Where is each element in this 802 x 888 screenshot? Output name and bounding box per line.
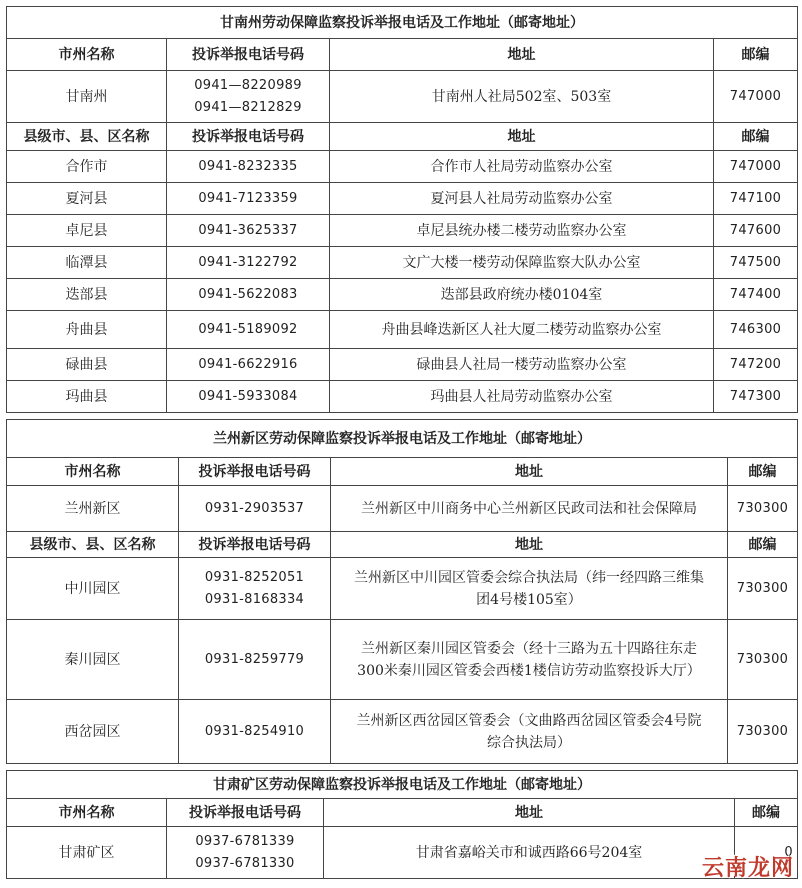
cell-phone: 0941-5622083 [167, 279, 330, 311]
cell-phone: 0941-8232335 [167, 151, 330, 183]
table-row [7, 71, 798, 123]
address-line: 300米秦川园区管委会西楼1楼信访劳动监察投诉大厅） [357, 662, 701, 679]
table-row [7, 827, 798, 879]
cell-address: 文广大楼一楼劳动保障监察大队办公室 [330, 247, 714, 279]
cell-phone: 0931-8254910 [179, 700, 331, 764]
cell-phone: 0941-6622916 [167, 349, 330, 381]
cell-name: 舟曲县 [7, 311, 167, 349]
cell-name: 中川园区 [7, 558, 179, 620]
cell-name: 甘肃矿区 [7, 827, 167, 879]
col-header-name: 市州名称 [7, 39, 167, 71]
table-row [7, 558, 798, 620]
cell-zip: 0 [735, 827, 798, 879]
cell-zip: 747000 [714, 71, 798, 123]
cell-zip: 747100 [714, 183, 798, 215]
col-header-phone: 投诉举报电话号码 [167, 39, 330, 71]
gansu-mining-table [6, 770, 798, 879]
cell-phone [179, 558, 331, 620]
cell-address: 夏河县人社局劳动监察办公室 [330, 183, 714, 215]
col-header-name: 市州名称 [7, 799, 167, 827]
col-header-zip: 邮编 [728, 458, 798, 486]
table-row [7, 486, 798, 532]
cell-zip: 730300 [728, 486, 798, 532]
table-title: 兰州新区劳动保障监察投诉举报电话及工作地址（邮寄地址） [7, 420, 798, 458]
cell-phone: 0931-8259779 [179, 620, 331, 700]
col-header-phone: 投诉举报电话号码 [167, 799, 324, 827]
gannan-table [6, 6, 798, 413]
cell-zip: 747200 [714, 349, 798, 381]
phone-line: 0931-8168334 [204, 591, 305, 607]
cell-address: 玛曲县人社局劳动监察办公室 [330, 381, 714, 413]
cell-address [331, 620, 728, 700]
phone-line: 0941—8212829 [194, 99, 302, 115]
cell-zip: 730300 [728, 620, 798, 700]
cell-address: 碌曲县人社局一楼劳动监察办公室 [330, 349, 714, 381]
col-header-zip: 邮编 [714, 39, 798, 71]
lanzhou-newarea-table [6, 419, 798, 764]
cell-phone [167, 71, 330, 123]
cell-phone: 0941-5933084 [167, 381, 330, 413]
table-row [7, 279, 798, 311]
cell-address: 兰州新区中川商务中心兰州新区民政司法和社会保障局 [331, 486, 728, 532]
col-header-name: 市州名称 [7, 458, 179, 486]
cell-name: 临潭县 [7, 247, 167, 279]
col-header-county: 县级市、县、区名称 [7, 532, 179, 558]
col-header-zip: 邮编 [728, 532, 798, 558]
cell-zip: 730300 [728, 700, 798, 764]
cell-phone: 0941-7123359 [167, 183, 330, 215]
cell-phone: 0941-3122792 [167, 247, 330, 279]
col-header-address: 地址 [330, 39, 714, 71]
cell-address [331, 558, 728, 620]
cell-address [331, 700, 728, 764]
address-line: 团4号楼105室） [476, 591, 582, 608]
cell-phone: 0941-3625337 [167, 215, 330, 247]
cell-address: 舟曲县峰迭新区人社大厦二楼劳动监察办公室 [330, 311, 714, 349]
cell-name: 迭部县 [7, 279, 167, 311]
cell-address: 甘肃省嘉峪关市和诚西路66号204室 [324, 827, 735, 879]
table-row [7, 183, 798, 215]
col-header-address: 地址 [324, 799, 735, 827]
cell-phone: 0931-2903537 [179, 486, 331, 532]
col-header-phone: 投诉举报电话号码 [167, 123, 330, 151]
table-row [7, 700, 798, 764]
address-line: 兰州新区秦川园区管委会（经十三路为五十四路往东走 [361, 640, 697, 657]
cell-name: 卓尼县 [7, 215, 167, 247]
cell-name: 秦川园区 [7, 620, 179, 700]
phone-line: 0941—8220989 [194, 77, 302, 93]
cell-zip: 747500 [714, 247, 798, 279]
cell-phone [167, 827, 324, 879]
cell-zip: 747600 [714, 215, 798, 247]
col-header-zip: 邮编 [735, 799, 798, 827]
col-header-phone: 投诉举报电话号码 [179, 458, 331, 486]
table-title: 甘南州劳动保障监察投诉举报电话及工作地址（邮寄地址） [7, 7, 798, 39]
cell-name: 夏河县 [7, 183, 167, 215]
table-row [7, 215, 798, 247]
table-row [7, 381, 798, 413]
phone-line: 0937-6781330 [195, 855, 295, 871]
address-line: 综合执法局） [487, 734, 571, 751]
cell-zip: 747400 [714, 279, 798, 311]
address-line: 兰州新区中川园区管委会综合执法局（纬一经四路三维集 [354, 569, 704, 586]
table-row [7, 311, 798, 349]
cell-zip: 746300 [714, 311, 798, 349]
cell-name: 合作市 [7, 151, 167, 183]
cell-name: 兰州新区 [7, 486, 179, 532]
cell-address: 合作市人社局劳动监察办公室 [330, 151, 714, 183]
cell-zip: 730300 [728, 558, 798, 620]
col-header-zip: 邮编 [714, 123, 798, 151]
phone-line: 0931-8252051 [204, 569, 305, 585]
cell-address: 甘南州人社局502室、503室 [330, 71, 714, 123]
cell-name: 碌曲县 [7, 349, 167, 381]
table-row [7, 620, 798, 700]
cell-name: 玛曲县 [7, 381, 167, 413]
col-header-address: 地址 [330, 123, 714, 151]
cell-name: 西岔园区 [7, 700, 179, 764]
phone-line: 0937-6781339 [195, 833, 295, 849]
table-row [7, 247, 798, 279]
table-row [7, 151, 798, 183]
col-header-phone: 投诉举报电话号码 [179, 532, 331, 558]
cell-zip: 747000 [714, 151, 798, 183]
col-header-address: 地址 [331, 458, 728, 486]
cell-name: 甘南州 [7, 71, 167, 123]
cell-address: 迭部县政府统办楼0104室 [330, 279, 714, 311]
col-header-address: 地址 [331, 532, 728, 558]
watermark-logo: 云南龙网 [701, 856, 794, 881]
col-header-county: 县级市、县、区名称 [7, 123, 167, 151]
cell-address: 卓尼县统办楼二楼劳动监察办公室 [330, 215, 714, 247]
address-line: 兰州新区西岔园区管委会（文曲路西岔园区管委会4号院 [356, 712, 702, 729]
cell-zip: 747300 [714, 381, 798, 413]
table-row [7, 349, 798, 381]
table-title: 甘肃矿区劳动保障监察投诉举报电话及工作地址（邮寄地址） [7, 771, 798, 799]
cell-phone: 0941-5189092 [167, 311, 330, 349]
